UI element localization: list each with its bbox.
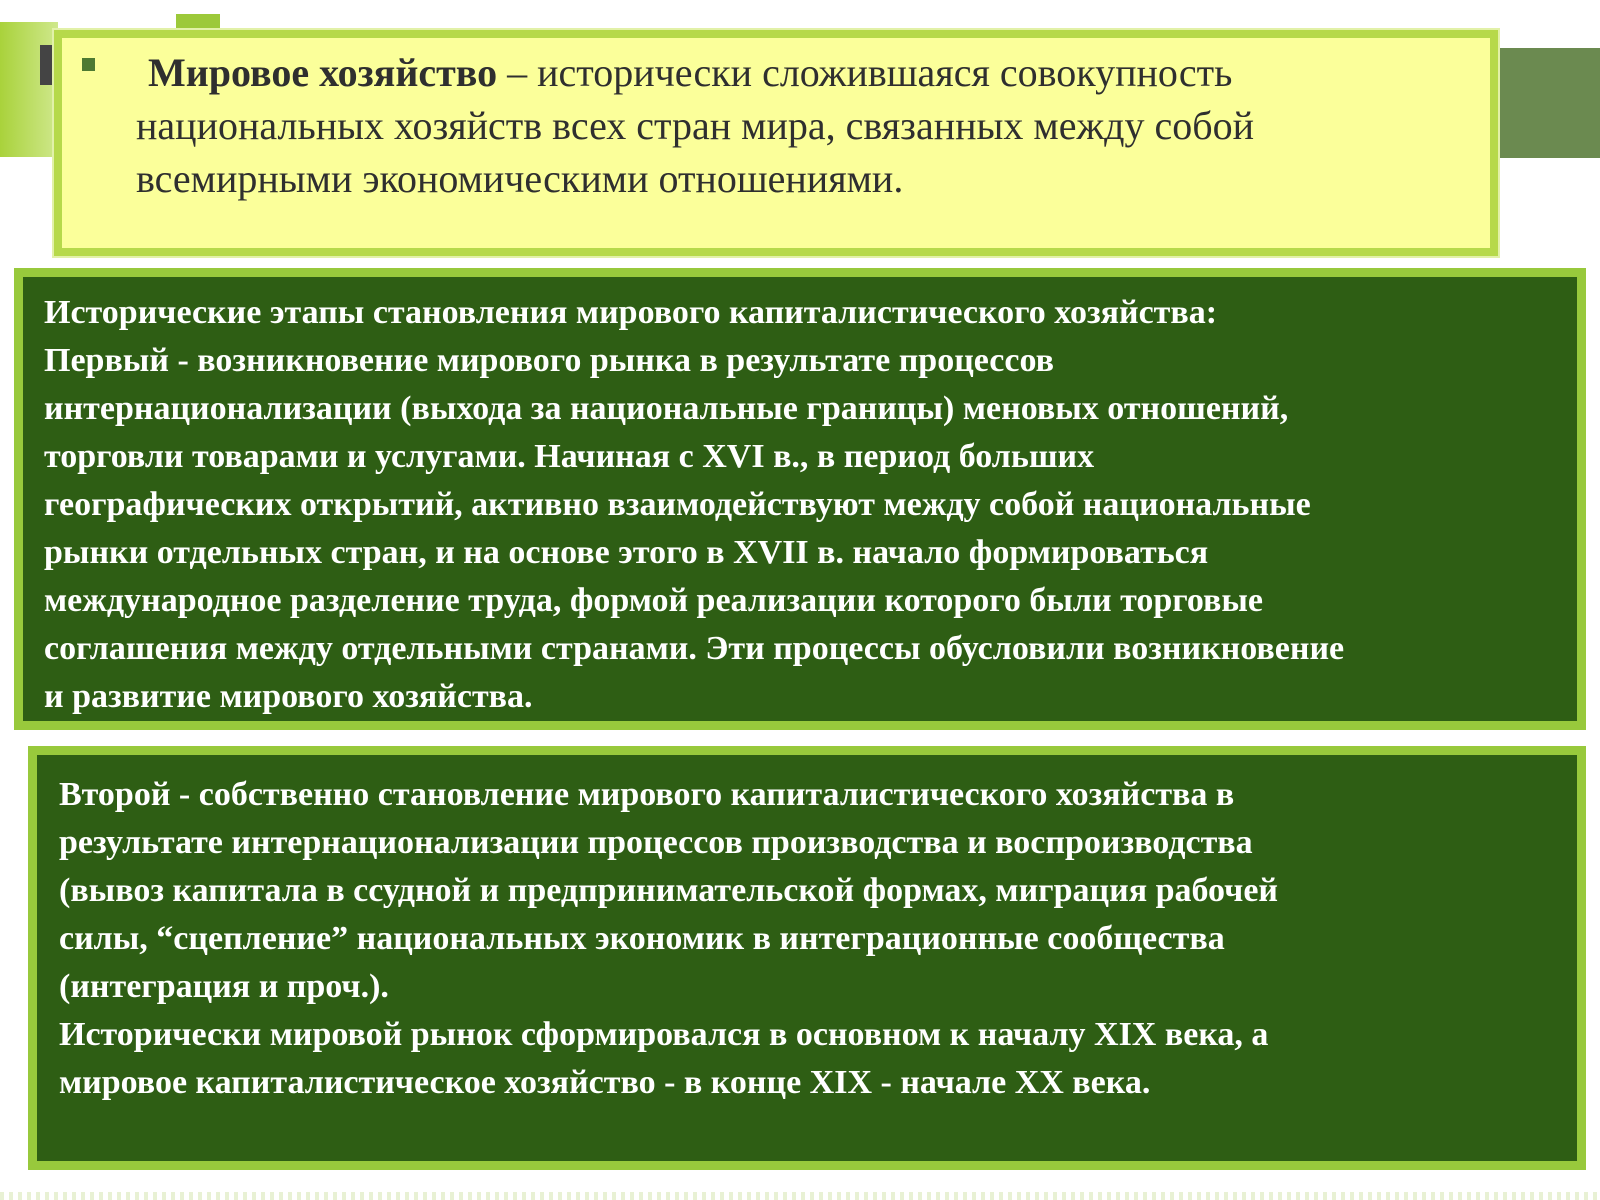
stage-two-line: мировое капиталистическое хозяйство - в конце XIX - начале XX века. — [59, 1064, 1151, 1101]
definition-line2: национальных хозяйств всех стран мира, связанных между собой — [136, 103, 1254, 148]
square-bullet-icon — [82, 58, 95, 71]
stage-one-line: торговли товарами и услугами. Начиная с XVI в., в период больших — [44, 438, 1095, 475]
stage-one-box — [14, 268, 1586, 730]
definition-term: Мировое хозяйство — [148, 50, 498, 95]
stage-one-line: интернационализации (выхода за национальные границы) меновых отношений, — [44, 390, 1289, 427]
stage-two-line: Второй - собственно становление мирового капиталистического хозяйства в — [59, 776, 1235, 813]
stage-two-line: Исторически мировой рынок сформировался в основном к началу XIX века, а — [59, 1016, 1269, 1053]
definition-box — [54, 30, 1498, 256]
slide-decoration-left-bar — [0, 22, 58, 157]
definition-text — [136, 46, 1466, 205]
stage-one-heading: Исторические этапы становления мирового капиталистического хозяйства: — [44, 294, 1218, 331]
stage-two-box — [28, 746, 1586, 1170]
definition-line3: всемирными экономическими отношениями. — [136, 156, 904, 201]
stage-two-line: результате интернационализации процессов производства и воспроизводства — [59, 824, 1253, 861]
stage-one-line: рынки отдельных стран, и на основе этого в XVII в. начало формироваться — [44, 534, 1209, 571]
stage-two-line: (вывоз капитала в ссудной и предпринимательской формах, миграция рабочей — [59, 872, 1279, 909]
stage-two-line: (интеграция и проч.). — [59, 968, 389, 1005]
stage-one-line: международное разделение труда, формой реализации которого были торговые — [44, 582, 1264, 619]
definition-rest-line1: – исторически сложившаяся совокупность — [497, 50, 1233, 95]
stage-one-line: и развитие мирового хозяйства. — [44, 678, 533, 715]
stage-two-line: силы, “сцепление” национальных экономик в интеграционные сообщества — [59, 920, 1225, 957]
slide-decoration-right-band — [1490, 48, 1600, 158]
slide-decoration-bottom-dots — [0, 1192, 1600, 1200]
stage-one-line: географических открытий, активно взаимодействуют между собой национальные — [44, 486, 1311, 523]
stage-one-line: Первый - возникновение мирового рынка в результате процессов — [44, 342, 1054, 379]
stage-one-line: соглашения между отдельными странами. Эти процессы обусловили возникновение — [44, 630, 1345, 667]
